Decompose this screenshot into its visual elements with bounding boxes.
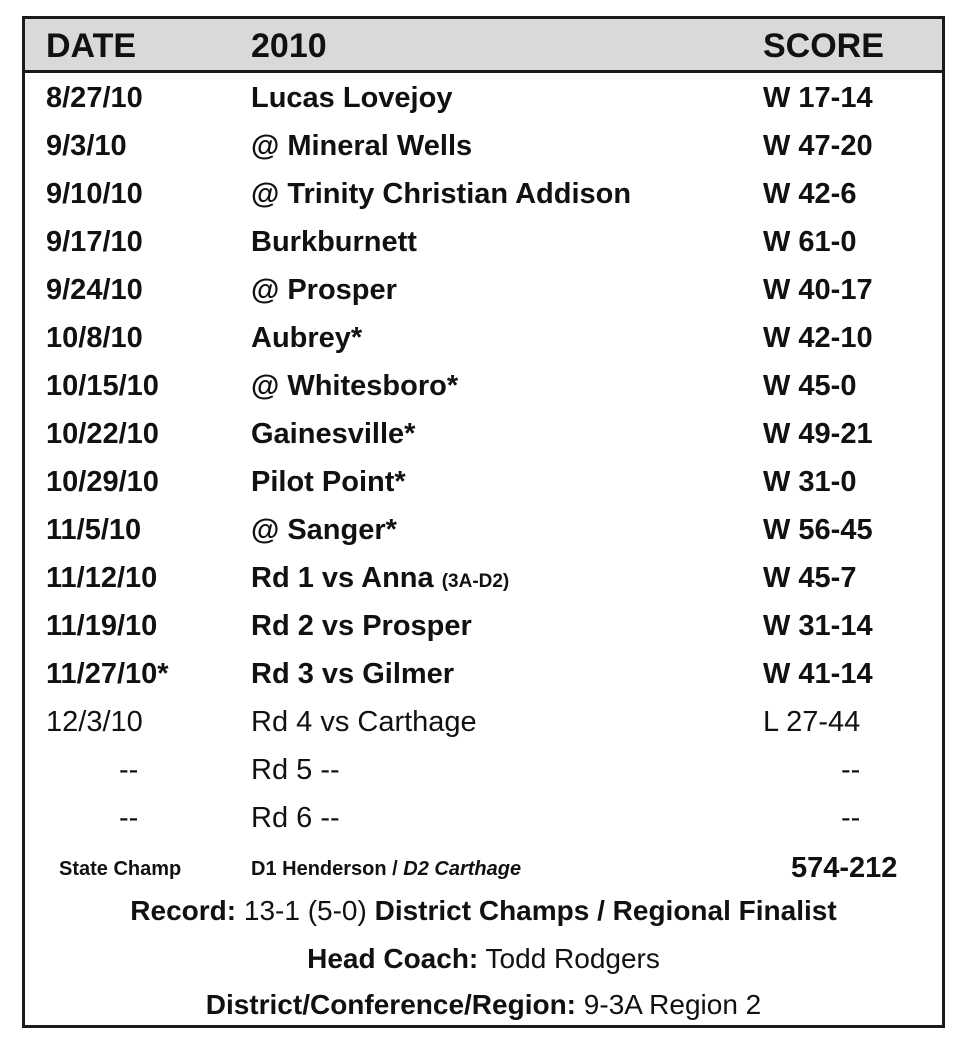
game-score: W 45-7 [763, 562, 857, 594]
table-header [25, 19, 942, 73]
schedule-table [22, 16, 945, 1028]
game-date: -- [119, 802, 139, 834]
table-row [25, 412, 942, 460]
game-date: 10/22/10 [46, 418, 159, 450]
state-champ-label: State Champ [59, 858, 182, 880]
game-score: W 40-17 [763, 274, 873, 306]
game-date: 10/15/10 [46, 370, 159, 402]
game-score: W 42-10 [763, 322, 873, 354]
game-date: 9/24/10 [46, 274, 143, 306]
game-opponent: @ Mineral Wells [251, 130, 473, 162]
game-date: 8/27/10 [46, 82, 143, 114]
game-opponent: Rd 3 vs Gilmer [251, 658, 455, 690]
table-row [25, 316, 942, 364]
game-opponent: Burkburnett [251, 226, 417, 258]
coach-value: Todd Rodgers [485, 943, 660, 974]
game-opponent: Lucas Lovejoy [251, 82, 453, 114]
coach-label: Head Coach: [307, 943, 479, 974]
header-score: SCORE [763, 27, 884, 65]
game-opponent: @ Trinity Christian Addison [251, 178, 632, 210]
game-opponent: @ Prosper [251, 274, 397, 306]
game-opponent: Gainesville* [251, 418, 416, 450]
table-row [25, 796, 942, 844]
table-row [25, 220, 942, 268]
table-row [25, 268, 942, 316]
record-value: 13-1 (5-0) [243, 895, 367, 926]
state-champ-separator: / [386, 858, 404, 880]
district-label: District/Conference/Region: [205, 989, 577, 1020]
game-opponent: @ Sanger* [251, 514, 397, 546]
game-date: 12/3/10 [46, 706, 143, 738]
game-date: 11/27/10* [46, 658, 169, 690]
table-row [25, 508, 942, 556]
game-opponent: Rd 2 vs Prosper [251, 610, 472, 642]
game-opponent: Rd 5 -- [251, 754, 340, 786]
game-score: -- [841, 754, 861, 786]
table-row [25, 460, 942, 508]
game-score: W 31-14 [763, 610, 873, 642]
table-row [25, 76, 942, 124]
game-date: 9/10/10 [46, 178, 143, 210]
game-opponent: Rd 4 vs Carthage [251, 706, 477, 738]
game-opponent: Aubrey* [251, 322, 363, 354]
table-row [25, 124, 942, 172]
game-opponent: Rd 1 vs Anna [251, 562, 434, 594]
table-row [25, 604, 942, 652]
district-line [25, 989, 942, 1021]
state-champ-teams [251, 858, 521, 881]
season-total-score: 574-212 [791, 852, 898, 884]
game-score: W 17-14 [763, 82, 873, 114]
game-opponent: @ Whitesboro* [251, 370, 459, 402]
header-date: DATE [46, 27, 137, 65]
game-opponent: Rd 6 -- [251, 802, 340, 834]
state-champ-row [25, 844, 942, 892]
game-date: 11/19/10 [46, 610, 158, 642]
game-score: W 61-0 [763, 226, 857, 258]
game-date: 11/5/10 [46, 514, 142, 546]
game-date: 9/17/10 [46, 226, 143, 258]
record-note: District Champs / Regional Finalist [374, 895, 837, 926]
district-value: 9-3A Region 2 [583, 989, 762, 1020]
coach-line [25, 943, 942, 975]
table-row [25, 748, 942, 796]
game-opponent-note: (3A-D2) [441, 571, 510, 592]
table-row [25, 700, 942, 748]
game-opponent: Pilot Point* [251, 466, 406, 498]
header-year: 2010 [251, 27, 327, 65]
game-score: W 49-21 [763, 418, 873, 450]
game-date: -- [119, 754, 139, 786]
game-score: W 31-0 [763, 466, 857, 498]
game-opponent-cell [251, 562, 509, 595]
game-score: -- [841, 802, 861, 834]
game-date: 10/8/10 [46, 322, 143, 354]
table-row [25, 652, 942, 700]
game-score: W 56-45 [763, 514, 873, 546]
record-label: Record: [130, 895, 237, 926]
game-score: W 47-20 [763, 130, 873, 162]
game-score: W 42-6 [763, 178, 857, 210]
state-champ-d2: D2 Carthage [403, 858, 522, 880]
game-date: 10/29/10 [46, 466, 159, 498]
game-date: 9/3/10 [46, 130, 127, 162]
game-score: W 41-14 [763, 658, 873, 690]
state-champ-d1: D1 Henderson [251, 858, 387, 880]
table-row [25, 172, 942, 220]
game-score: W 45-0 [763, 370, 857, 402]
table-row [25, 364, 942, 412]
game-score: L 27-44 [763, 706, 861, 738]
game-date: 11/12/10 [46, 562, 158, 594]
table-row [25, 556, 942, 604]
record-line [25, 895, 942, 927]
